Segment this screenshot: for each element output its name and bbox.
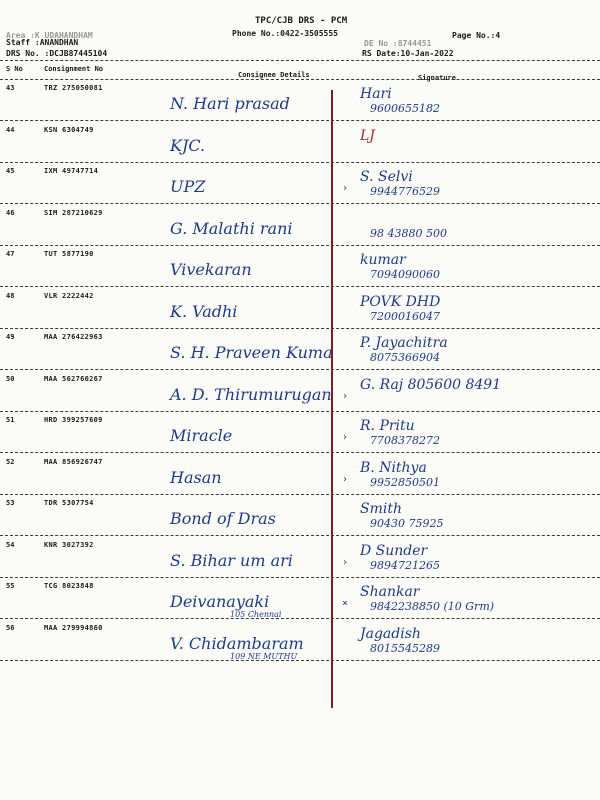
staff-line: Staff :ANANDHAN [6, 38, 79, 47]
signature-text: P. Jayachitra [360, 335, 448, 351]
consignee-name: V. Chidambaram [170, 633, 304, 653]
row-consignment: KSN 6304749 [44, 125, 94, 134]
signature-phone: 8075366904 [370, 351, 440, 364]
row-rule [0, 162, 600, 163]
row-sno: 54 [6, 540, 15, 549]
col-sno: S No [6, 65, 23, 73]
tick-mark: › [342, 432, 349, 443]
table-row [0, 454, 600, 496]
consignee-extra: 109 NE MUTHU [230, 651, 298, 661]
consignee-extra: 105 Chennai [230, 610, 282, 619]
row-sno: 44 [6, 125, 15, 134]
table-row [0, 122, 600, 164]
row-sno: 56 [6, 623, 15, 632]
table-row [0, 412, 600, 454]
consignee-name: S. Bihar um ari [170, 550, 293, 570]
tick-mark: › [342, 183, 349, 194]
row-rule [0, 535, 600, 536]
signature-text: R. Pritu [360, 418, 415, 434]
col-signature: Signature [418, 74, 456, 82]
row-rule [0, 618, 600, 619]
signature-text: LJ [360, 127, 375, 144]
drs-number: DRS No. :DCJB87445104 [6, 49, 108, 58]
row-rule [0, 328, 600, 329]
signature-phone: 90430 75925 [370, 517, 444, 530]
row-consignment: SIM 287210629 [44, 208, 103, 217]
row-sno: 55 [6, 582, 15, 590]
signature-phone: 7094090060 [370, 268, 440, 281]
row-rule [0, 120, 600, 121]
row-consignment: TCG 8023848 [44, 582, 94, 590]
row-consignment: MAA 276422963 [44, 333, 103, 341]
tick-mark: › [342, 556, 349, 568]
header-rule-top [0, 60, 600, 61]
consignment-list [0, 80, 600, 661]
table-row [0, 537, 600, 579]
phone-number: Phone No.:0422-3505555 [232, 29, 338, 38]
row-rule [0, 203, 600, 204]
signature-phone: 7200016047 [370, 309, 440, 323]
row-sno: 48 [6, 291, 15, 300]
row-sno: 43 [6, 84, 15, 92]
signature-phone: 8015545289 [370, 641, 440, 655]
row-consignment: HRD 399257609 [44, 416, 103, 424]
drs-date: RS Date:10-Jan-2022 [362, 49, 454, 58]
table-row [0, 80, 600, 122]
signature-phone: 9944776529 [370, 185, 440, 198]
signature-text: POVK DHD [360, 293, 441, 310]
consignee-name: Deivanayaki [170, 592, 270, 611]
table-row [0, 495, 600, 537]
row-rule [0, 411, 600, 412]
signature-text: Smith [360, 501, 402, 517]
table-row [0, 620, 600, 662]
col-consignee: Consignee Details [238, 71, 310, 79]
row-consignment: TUT 5877190 [44, 250, 94, 258]
row-sno: 53 [6, 499, 15, 507]
row-consignment: TDR 5307754 [44, 499, 94, 507]
consignee-name: S. H. Praveen Kuma [170, 343, 333, 362]
row-sno: 46 [6, 208, 15, 217]
page-number: Page No.:4 [452, 31, 501, 40]
table-row [0, 205, 600, 247]
table-row [0, 246, 600, 288]
consignee-name: Vivekaran [170, 260, 252, 279]
row-sno: 47 [6, 250, 15, 258]
signature-text: Jagadish [360, 625, 421, 642]
row-rule [0, 369, 600, 370]
signature-phone: 98 43880 500 [370, 226, 447, 240]
signature-phone: 9842238850 (10 Grm) [370, 600, 495, 613]
col-consignment: Consignment No [44, 65, 104, 73]
tick-mark: › [342, 473, 349, 485]
area-line: Area :K UDAHANDHAM [6, 31, 93, 40]
row-consignment: VLR 2222442 [44, 291, 94, 300]
table-row [0, 329, 600, 371]
consignee-name: Bond of Dras [170, 509, 276, 528]
table-row [0, 163, 600, 205]
row-sno: 45 [6, 167, 15, 175]
row-consignment: MAA 562760267 [44, 374, 103, 383]
signature-phone: 9894721265 [370, 558, 440, 572]
row-rule [0, 452, 600, 453]
signature-text: B. Nithya [360, 459, 427, 476]
row-sno: 49 [6, 333, 15, 341]
de-number: DE No :8744451 [364, 39, 432, 48]
consignee-name: K. Vadhi [170, 301, 238, 321]
signature-phone: 9952850501 [370, 475, 440, 489]
row-rule [0, 577, 600, 578]
row-consignment: MAA 856926747 [44, 457, 103, 466]
consignee-name: Hasan [170, 467, 222, 487]
row-sno: 51 [6, 416, 15, 424]
signature-phone: 7708378272 [370, 434, 440, 447]
signature-text: D Sunder [360, 542, 428, 559]
table-row [0, 578, 600, 620]
table-row [0, 371, 600, 413]
row-rule [0, 245, 600, 246]
row-sno: 50 [6, 374, 15, 383]
signature-text: Hari [360, 86, 392, 102]
consignee-name: UPZ [170, 177, 206, 196]
consignee-name: N. Hari prasad [170, 94, 290, 113]
row-consignment: MAA 279994860 [44, 623, 103, 632]
row-consignment: TRZ 275050081 [44, 84, 103, 92]
row-consignment: KNR 3027392 [44, 540, 94, 549]
consignee-name: A. D. Thirumurugan [170, 384, 332, 404]
row-rule [0, 286, 600, 287]
signature-text: S. Selvi [360, 169, 413, 185]
tick-mark: × [342, 598, 349, 609]
signature-phone: 9600655182 [370, 102, 440, 115]
signature-text: Shankar [360, 584, 420, 600]
row-rule [0, 660, 600, 661]
signature-text: G. Raj 805600 8491 [360, 376, 502, 393]
row-sno: 52 [6, 457, 15, 466]
consignee-name: G. Malathi rani [170, 218, 293, 238]
row-rule [0, 494, 600, 495]
consignee-name: Miracle [170, 426, 233, 445]
row-consignment: IXM 49747714 [44, 167, 99, 175]
consignee-name: KJC. [170, 135, 206, 155]
table-row [0, 288, 600, 330]
tick-mark: › [342, 390, 349, 402]
report-title: TPC/CJB DRS - PCM [255, 16, 348, 26]
signature-text: kumar [360, 252, 406, 268]
